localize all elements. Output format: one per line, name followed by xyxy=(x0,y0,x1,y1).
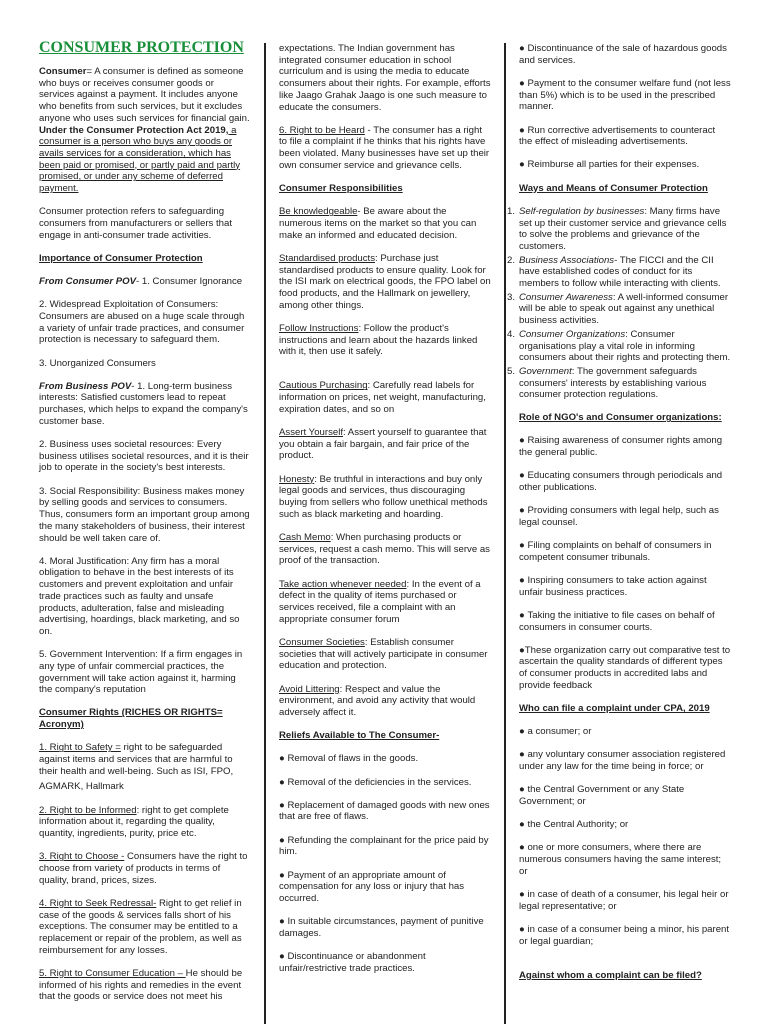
consumer-definition xyxy=(39,66,251,195)
responsibility-10-label: Avoid Littering xyxy=(279,683,340,695)
who-item: ● the Central Authority; or xyxy=(519,819,731,831)
right-5 xyxy=(39,968,251,1003)
ways-item-label: Consumer Awareness xyxy=(519,291,613,303)
ways-item-number: 2. xyxy=(506,254,515,266)
ngo-item: ● Providing consumers with legal help, such as legal counsel. xyxy=(519,505,731,528)
relief-item: ● Discontinuance of the sale of hazardous goods and services. xyxy=(519,43,731,66)
relief-item: ● Reimburse all parties for their expenses. xyxy=(519,159,731,171)
ways-item-label: Self-regulation by businesses xyxy=(519,205,645,217)
ngo-item: ● Educating consumers through periodicals and other publications. xyxy=(519,470,731,493)
ways-item-text: : Consumer organisations play a vital role in informing consumers about their rights and protecting them. xyxy=(519,328,731,364)
right-5-continued: expectations. The Indian government has integrated consumer education in school curriculum and is using the media to educate consumers about their rights. For example, efforts like Jaago Grahak Jaago is one such measure to educate the consumers. xyxy=(279,43,491,113)
relief-item: ● Payment to the consumer welfare fund (not less than 5%) which is to be used in the prescribed manner. xyxy=(519,78,731,113)
who-item: ● in case of a consumer being a minor, his parent or legal guardian; xyxy=(519,924,731,947)
consumer-pov-1-text: - 1. Consumer Ignorance xyxy=(136,276,243,288)
responsibility-7-label: Cash Memo xyxy=(279,532,331,543)
relief-item: ● Payment of an appropriate amount of compensation for any loss or injury that has occurred. xyxy=(279,870,491,905)
business-pov-1-text: - 1. Long-term business interests: Satisfied customers lead to repeat purchases, which helps to expand the company's customer base. xyxy=(39,380,248,427)
ways-item xyxy=(506,291,731,327)
consumer-pov-3: 3. Unorganized Consumers xyxy=(39,357,156,369)
relief-item: ● Discontinuance or abandonment unfair/restrictive trade practices. xyxy=(279,951,491,974)
responsibility-10 xyxy=(279,684,491,719)
business-pov-2: 2. Business uses societal resources: Every business utilises societal resources, and it is their job to operate in the society's best interests. xyxy=(39,439,249,474)
business-pov-5: 5. Government Intervention: If a firm engages in any type of unfair commercial practices, the government will take action against it, harming the company's reputation xyxy=(39,649,243,696)
column-1 xyxy=(39,38,251,1015)
protection-definition: Consumer protection refers to safeguarding consumers from manufacturers or sellers that engage in anti-consumer trade activities. xyxy=(39,206,233,241)
responsibility-2-label: Standardised products xyxy=(279,252,375,264)
spacer xyxy=(519,959,731,970)
spacer xyxy=(279,369,491,380)
ngo-item: ● Raising awareness of consumer rights among the general public. xyxy=(519,435,731,458)
right-4-label: 4. Right to Seek Redressal- xyxy=(39,897,157,909)
importance-heading: Importance of Consumer Protection xyxy=(39,252,203,264)
who-item: ● a consumer; or xyxy=(519,726,731,738)
responsibility-3 xyxy=(279,323,491,358)
right-6 xyxy=(279,125,491,172)
act-reference: Under the Consumer Protection Act 2019, xyxy=(39,124,229,136)
right-1 xyxy=(39,742,251,777)
right-2-label: 2. Right to be Informed xyxy=(39,804,137,816)
relief-item: ● Refunding the complainant for the price paid by him. xyxy=(279,835,491,858)
ways-item-text: : Many firms have set up their customer service and grievance cells to solve the problems and grievance of the customers. xyxy=(519,205,727,252)
right-2-text: : right to get complete information about it, regarding the quality, quantity, ingredients, purity, price etc. xyxy=(39,804,229,840)
right-1-label: 1. Right to Safety = xyxy=(39,742,121,754)
right-2 xyxy=(39,805,251,840)
ngo-heading: Role of NGO's and Consumer organizations: xyxy=(519,412,722,424)
rights-heading: Consumer Rights (RICHES OR RIGHTS= Acronym) xyxy=(39,707,223,731)
responsibility-6-label: Honesty xyxy=(279,473,315,485)
ways-item-label: Consumer Organizations xyxy=(519,328,626,340)
bullet-icon: ● xyxy=(519,644,525,656)
responsibility-3-label: Follow Instructions xyxy=(279,322,359,334)
responsibility-9 xyxy=(279,637,491,672)
responsibility-9-label: Consumer Societies xyxy=(279,636,365,648)
responsibility-5-text: : Assert yourself to guarantee that you obtain a fair bargain, and fair price of the product. xyxy=(279,427,487,462)
responsibility-8-text: : In the event of a defect in the quality of items purchased or services received, file a complaint with an appropriate consumer forum xyxy=(279,578,481,625)
column-3 xyxy=(506,43,731,993)
ways-item-text: : The government safeguards consumers' interests by establishing various consumer protection regulations. xyxy=(519,365,707,401)
ways-item xyxy=(506,365,731,401)
business-pov-3: 3. Social Responsibility: Business makes money by selling goods and services to consumers. Thus, consumers form an important group among the many stakeholders of business, their interest should be well taken care of. xyxy=(39,485,250,544)
against-whom-heading: Against whom a complaint can be filed? xyxy=(519,969,702,981)
ways-item xyxy=(506,328,731,364)
responsibility-1-text: - Be aware about the numerous items on the market so that you can make an informed and educated decision. xyxy=(279,206,477,241)
responsibility-6-text: : Be truthful in interactions and buy only legal goods and services, thus discouraging buying from sellers who follow unethical methods such as black marketing and hoarding. xyxy=(279,473,488,520)
responsibility-9-text: : Establish consumer societies that will actively participate in consumer education and protection. xyxy=(279,636,488,672)
responsibility-2-text: : Purchase just standardised products to ensure quality. Look for the ISI mark on electrical goods, the FPO label on food products, and the Hallmark on jewellery, among other things. xyxy=(279,252,491,311)
relief-item: ● In suitable circumstances, payment of punitive damages. xyxy=(279,916,491,939)
consumer-pov-2: 2. Widespread Exploitation of Consumers: Consumers are abused on a huge scale through a variety of unfair trade practices, and consumer protection is necessary to safeguard them. xyxy=(39,299,245,346)
responsibility-4-label: Cautious Purchasing xyxy=(279,380,368,392)
responsibility-1-label: Be knowledgeable xyxy=(279,206,358,218)
ngo-item: ● Inspiring consumers to take action against unfair business practices. xyxy=(519,575,731,598)
act-definition: a consumer is a person who buys any goods or avails services for a consideration, which has been paid or promised, or partly paid and partly promised, or under any scheme of deferred payment. xyxy=(39,124,241,195)
right-4-text: Right to get relief in case of the goods & services falls short of his exceptions. The consumer may be entitled to a replacement or repair of the problem, as well as reimbursement for any losses. xyxy=(39,897,242,956)
right-3-text: Consumers have the right to choose from variety of products in terms of quality, brand, prices, sizes. xyxy=(39,851,248,886)
consumer-term: Consumer xyxy=(39,66,87,77)
responsibility-8 xyxy=(279,579,491,626)
relief-item: ● Replacement of damaged goods with new ones that are free of flaws. xyxy=(279,800,491,823)
right-5-label: 5. Right to Consumer Education – xyxy=(39,967,186,979)
page-title: CONSUMER PROTECTION xyxy=(39,39,244,56)
who-item: ● any voluntary consumer association registered under any law for the time being in force; or xyxy=(519,749,731,772)
consumer-pov-1 xyxy=(39,276,251,288)
responsibility-2 xyxy=(279,253,491,312)
right-5-text: He should be informed of his rights and remedies in the event that the goods or service does not meet his xyxy=(39,967,243,1003)
ways-item-number: 3. xyxy=(506,291,515,303)
right-6-label: 6. Right to be Heard xyxy=(279,124,365,136)
column-divider-left xyxy=(264,43,266,1024)
relief-item: ● Run corrective advertisements to counteract the effect of misleading advertisements. xyxy=(519,125,731,148)
ways-list xyxy=(506,205,731,401)
responsibility-8-label: Take action whenever needed xyxy=(279,578,407,590)
ways-item-number: 4. xyxy=(506,328,515,340)
ways-item-text: - The FICCI and the CII have established codes of conduct for its members to follow while interacting with clients. xyxy=(519,254,721,290)
who-item: ● in case of death of a consumer, his legal heir or legal representative; or xyxy=(519,889,731,912)
ngo-item: ● Taking the initiative to file cases on behalf of consumers in consumer courts. xyxy=(519,610,731,633)
business-pov-1 xyxy=(39,381,251,428)
ways-item-number: 1. xyxy=(506,205,515,217)
ways-item-label: Business Associations xyxy=(519,254,615,266)
right-3 xyxy=(39,851,251,886)
responsibility-10-text: : Respect and value the environment, and avoid any activity that would adversely affect it. xyxy=(279,683,476,718)
right-6-text: - The consumer has a right to file a complaint if he thinks that his rights have been violated. Many businesses have set up their own consumer service and grievance cells. xyxy=(279,124,490,171)
relief-item: ● Removal of flaws in the goods. xyxy=(279,753,491,765)
right-1-text: right to be safeguarded against items and services that are harmful to their health and well-being. Such as ISI, FPO, xyxy=(39,742,234,777)
ngo-item-last xyxy=(519,645,731,692)
right-3-label: 3. Right to Choose - xyxy=(39,851,125,863)
who-item: ● one or more consumers, where there are numerous consumers having the same interest; or xyxy=(519,842,731,877)
reliefs-heading: Reliefs Available to The Consumer- xyxy=(279,730,440,742)
consumer-pov-label: From Consumer POV xyxy=(39,276,137,288)
column-divider-right xyxy=(504,43,506,1024)
ways-item xyxy=(506,254,731,290)
ways-item-text: : A well-informed consumer will be able to speak out against any unethical business activities. xyxy=(519,291,729,327)
who-can-file-heading: Who can file a complaint under CPA, 2019 xyxy=(519,703,710,715)
responsibilities-heading: Consumer Responsibilities xyxy=(279,183,403,195)
business-pov-4: 4. Moral Justification: Any firm has a moral obligation to behave in the best interests of its customers and prevent exploitation and unfair trade practices such as faulty and unsafe products, adulteration, false and misleading advertising, hoardings, black marketing, and so on. xyxy=(39,555,240,637)
ways-heading: Ways and Means of Consumer Protection xyxy=(519,182,708,194)
who-item: ● the Central Government or any State Government; or xyxy=(519,784,731,807)
responsibility-5 xyxy=(279,427,491,462)
responsibility-4-text: : Carefully read labels for information on prices, net weight, manufacturing, expiration dates, and so on xyxy=(279,380,486,415)
right-4 xyxy=(39,898,251,957)
responsibility-1 xyxy=(279,206,491,241)
consumer-definition-text: = A consumer is defined as someone who buys or receives consumer goods or services against a payment. It includes anyone who benefits from such services, but it excludes anyone who uses such services for financial gain. xyxy=(39,66,250,124)
ngo-item-last-text: These organization carry out comparative test to ascertain the quality standards of different types of consumer products in accredited labs and provide feedback xyxy=(519,644,731,691)
responsibility-7 xyxy=(279,532,491,567)
business-pov-label: From Business POV xyxy=(39,380,132,392)
right-1-extra: AGMARK, Hallmark xyxy=(39,781,124,793)
responsibility-3-text: : Follow the product's instructions and learn about the hazards linked with it, then use it safely. xyxy=(279,322,478,358)
responsibility-5-label: Assert Yourself xyxy=(279,427,343,439)
ngo-item: ● Filing complaints on behalf of consumers in competent consumer tribunals. xyxy=(519,540,731,563)
responsibility-7-text: : When purchasing products or services, request a cash memo. This will serve as proof of the transaction. xyxy=(279,532,490,567)
column-2 xyxy=(279,43,491,986)
relief-item: ● Removal of the deficiencies in the services. xyxy=(279,777,491,789)
ways-item-label: Government xyxy=(519,365,572,377)
responsibility-4 xyxy=(279,380,491,415)
responsibility-6 xyxy=(279,474,491,521)
ways-item-number: 5. xyxy=(506,365,515,377)
ways-item xyxy=(506,205,731,253)
